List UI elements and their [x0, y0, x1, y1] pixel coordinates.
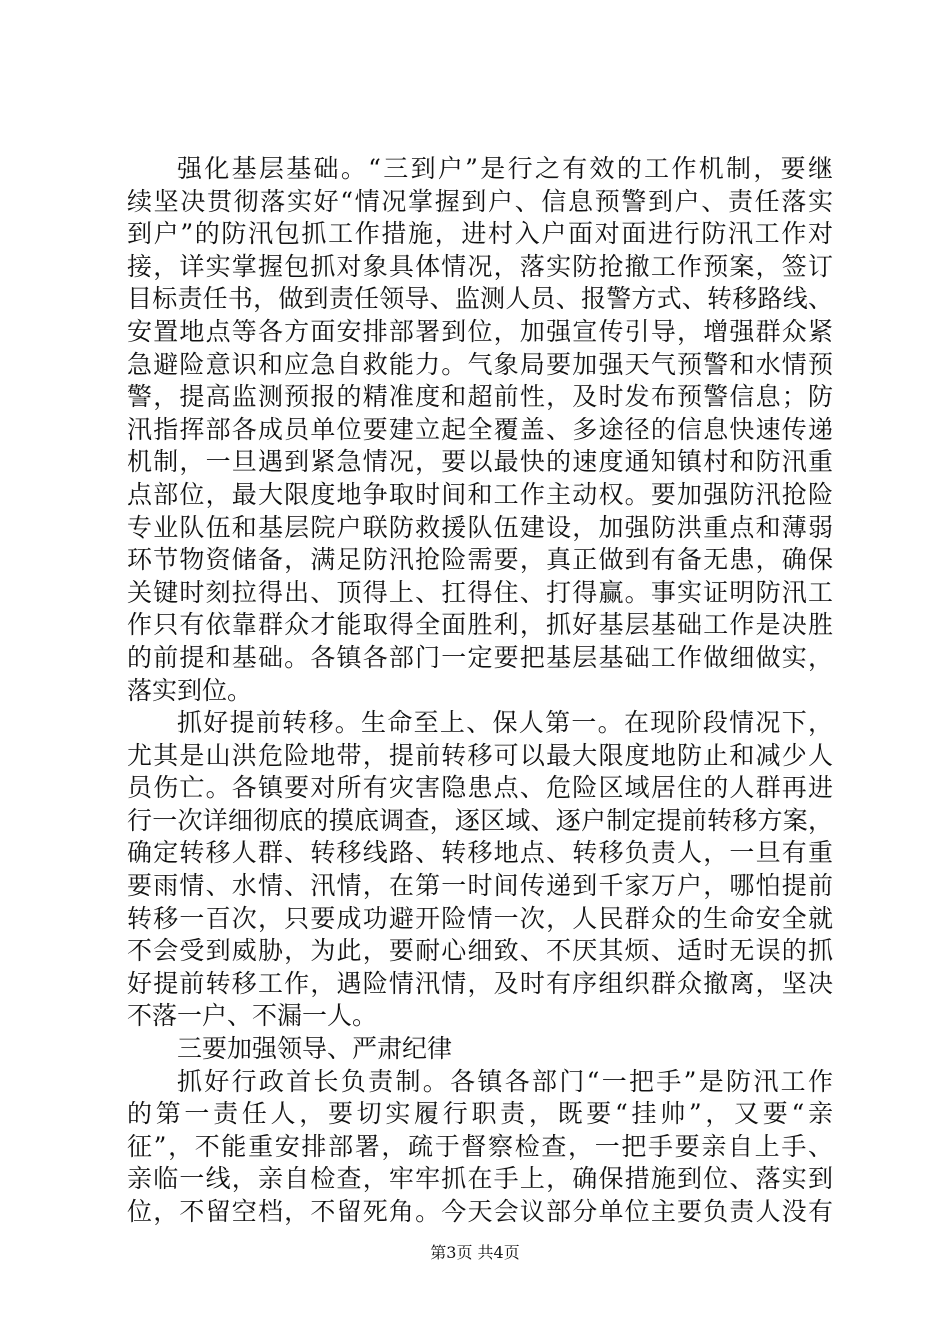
- text-line: 位，不留空档，不留死角。今天会议部分单位主要负责人没有: [127, 1197, 833, 1226]
- text-line: 行一次详细彻底的摸底调查，逐区域、逐户制定提前转移方案，: [127, 805, 833, 835]
- text-line: 安置地点等各方面安排部署到位，加强宣传引导，增强群众紧: [127, 316, 833, 346]
- text-line: 专业队伍和基层院户联防救援队伍建设，加强防洪重点和薄弱: [127, 512, 833, 542]
- text-line: 环节物资储备，满足防汛抢险需要，真正做到有备无患，确保: [127, 545, 833, 575]
- text-line: 好提前转移工作，遇险情汛情，及时有序组织群众撤离，坚决: [127, 968, 833, 998]
- text-line: 要雨情、水情、汛情，在第一时间传递到千家万户，哪怕提前: [127, 871, 833, 901]
- text-line: 落实到位。: [127, 675, 253, 705]
- text-line: 尤其是山洪危险地带，提前转移可以最大限度地防止和减少人: [127, 740, 833, 770]
- text-line: 续坚决贯彻落实好“情况掌握到户、信息预警到户、责任落实: [127, 186, 833, 216]
- page-footer: 第3页 共4页: [430, 1243, 520, 1262]
- text-line: 确定转移人群、转移线路、转移地点、转移负责人，一旦有重: [127, 838, 833, 868]
- text-line: 的第一责任人，要切实履行职责，既要“挂帅”，又要“亲: [127, 1099, 833, 1129]
- text-line: 接，详实掌握包抓对象具体情况，落实防抢撤工作预案，签订: [127, 251, 833, 281]
- text-line: 目标责任书，做到责任领导、监测人员、报警方式、转移路线、: [127, 284, 833, 314]
- text-line: 关键时刻拉得出、顶得上、扛得住、打得赢。事实证明防汛工: [127, 577, 833, 607]
- text-line: 三要加强领导、严肃纪律: [177, 1034, 453, 1064]
- text-line: 不落一户、不漏一人。: [127, 1001, 378, 1031]
- text-line: 抓好提前转移。生命至上、保人第一。在现阶段情况下，: [177, 708, 833, 738]
- text-line: 急避险意识和应急自救能力。气象局要加强天气预警和水情预: [127, 349, 833, 379]
- text-line: 警，提高监测预报的精准度和超前性，及时发布预警信息；防: [127, 382, 833, 412]
- text-line: 抓好行政首长负责制。各镇各部门“一把手”是防汛工作: [177, 1066, 833, 1096]
- text-line: 转移一百次，只要成功避开险情一次，人民群众的生命安全就: [127, 903, 833, 933]
- text-line: 征”，不能重安排部署，疏于督察检查，一把手要亲自上手、: [127, 1131, 833, 1161]
- text-line: 点部位，最大限度地争取时间和工作主动权。要加强防汛抢险: [127, 479, 833, 509]
- text-line: 机制，一旦遇到紧急情况，要以最快的速度通知镇村和防汛重: [127, 447, 833, 477]
- text-line: 不会受到威胁，为此，要耐心细致、不厌其烦、适时无误的抓: [127, 936, 833, 966]
- text-line: 员伤亡。各镇要对所有灾害隐患点、危险区域居住的人群再进: [127, 773, 833, 803]
- text-line: 作只有依靠群众才能取得全面胜利，抓好基层基础工作是决胜: [127, 610, 833, 640]
- text-line: 的前提和基础。各镇各部门一定要把基层基础工作做细做实，: [127, 642, 833, 672]
- text-line: 强化基层基础。“三到户”是行之有效的工作机制，要继: [177, 154, 833, 183]
- text-line: 亲临一线，亲自检查，牢牢抓在手上，确保措施到位、落实到: [127, 1164, 833, 1194]
- text-line: 到户”的防汛包抓工作措施，进村入户面对面进行防汛工作对: [127, 219, 833, 249]
- text-line: 汛指挥部各成员单位要建立起全覆盖、多途径的信息快速传递: [127, 414, 833, 444]
- document-body: [127, 153, 833, 1229]
